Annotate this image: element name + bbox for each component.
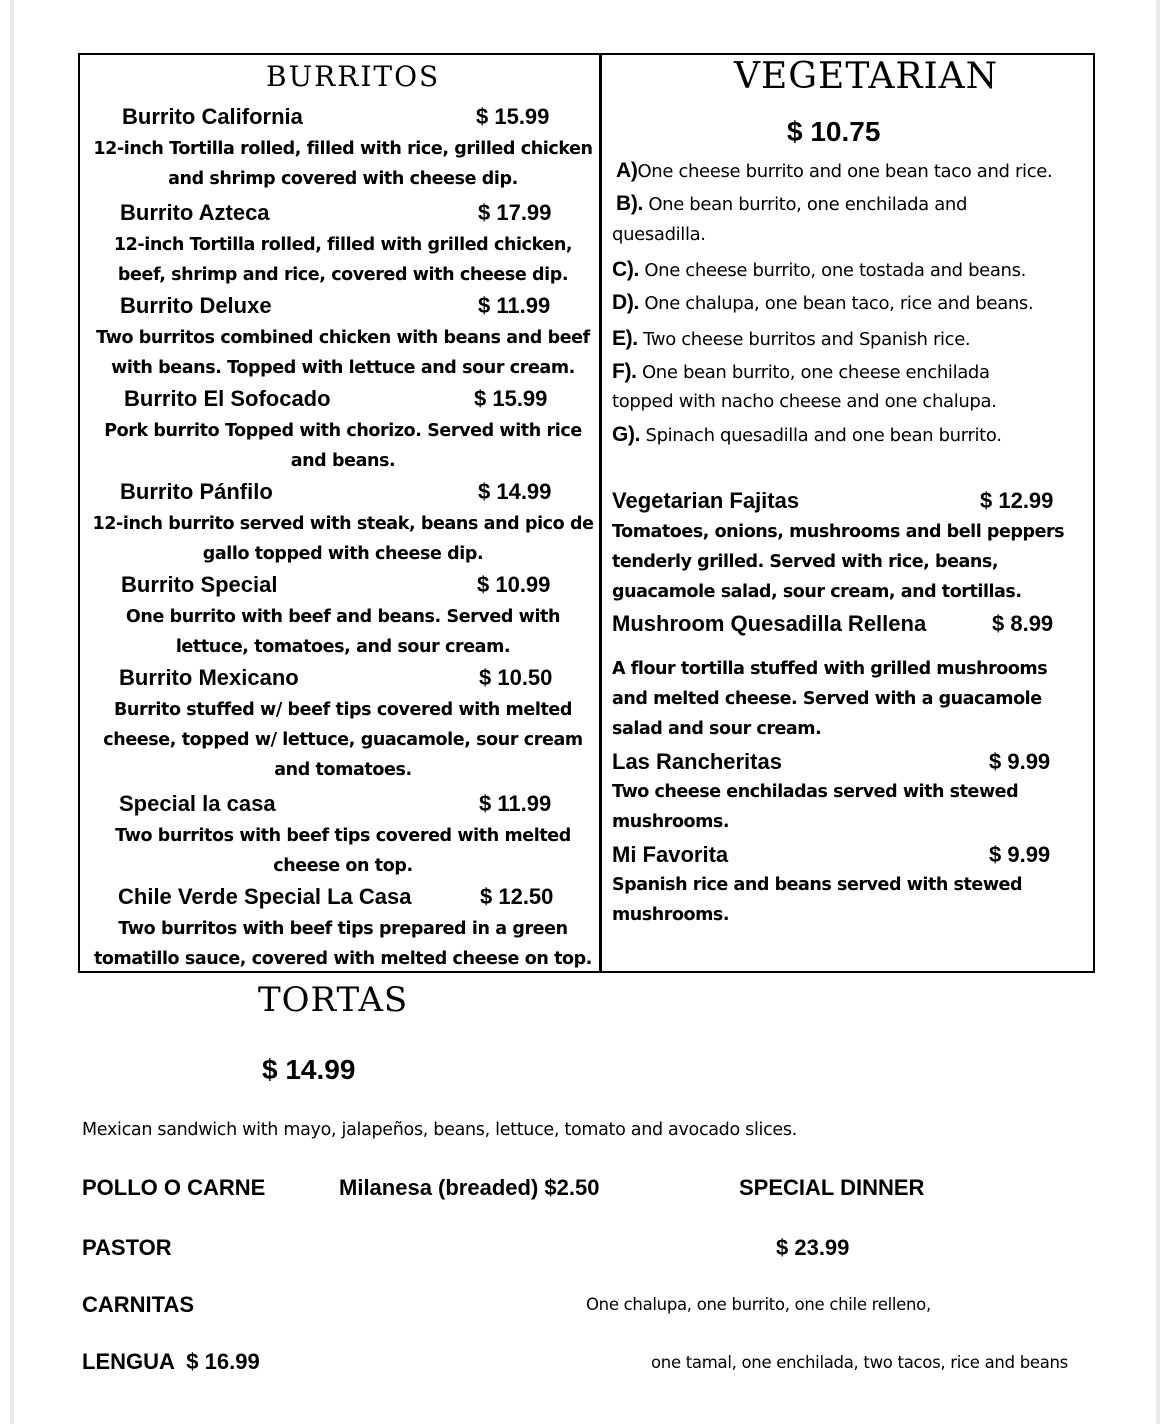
item-name: Burrito Mexicano	[119, 665, 299, 690]
item-name: Mi Favorita	[612, 842, 729, 867]
item-description: 12-inch Tortilla rolled, filled with grilled chicken, beef, shrimp and rice, covered with cheese dip.	[113, 235, 573, 285]
option-letter: A)	[616, 159, 638, 182]
item-price: $ 17.99	[478, 200, 552, 225]
item-description: Tomatoes, onions, mushrooms and bell peppers tenderly grilled. Served with rice, beans, guacamole salad, sour cream, and tortillas.	[612, 522, 1065, 602]
vegetarian-option-d	[612, 288, 1033, 319]
vegetarian-option-f	[612, 357, 990, 388]
option-letter: C).	[612, 258, 639, 281]
item-price: $ 10.99	[477, 572, 551, 597]
torta-filling: LENGUA $ 16.99	[82, 1349, 260, 1374]
option-text: Spinach quesadilla and one bean burrito.	[645, 425, 1002, 446]
item-name: Special la casa	[119, 791, 276, 816]
item-name: Burrito El Sofocado	[124, 386, 331, 411]
item-name: Las Rancheritas	[612, 749, 782, 774]
item-description: Two cheese enchiladas served with stewed mushrooms.	[612, 782, 1019, 832]
item-price: $ 8.99	[992, 611, 1054, 636]
torta-filling: POLLO O CARNE	[82, 1175, 266, 1200]
option-letter: G).	[612, 423, 641, 446]
item-description: Spanish rice and beans served with stewed mushrooms.	[612, 875, 1023, 925]
item-price: $ 12.50	[480, 884, 554, 909]
option-letter: E).	[612, 327, 638, 350]
item-name: Burrito Deluxe	[120, 293, 272, 318]
special-dinner-desc-line1: One chalupa, one burrito, one chile relleno,	[586, 1295, 931, 1314]
option-text: One cheese burrito and one bean taco and rice.	[637, 161, 1053, 182]
item-price: $ 9.99	[989, 842, 1051, 867]
item-name: Burrito Azteca	[120, 200, 270, 225]
item-name: Burrito Special	[121, 572, 278, 597]
item-description: 12-inch Tortilla rolled, filled with rice, grilled chicken and shrimp covered with cheese dip.	[93, 139, 593, 189]
option-letter: B).	[616, 192, 643, 215]
tortas-price: $ 14.99	[262, 1054, 356, 1085]
special-dinner-desc-line2: one tamal, one enchilada, two tacos, rice and beans	[651, 1353, 1068, 1372]
option-continuation: topped with nacho cheese and one chalupa.	[612, 391, 997, 412]
vegetarian-option-g	[612, 420, 1002, 451]
item-price: $ 15.99	[476, 104, 550, 129]
item-name: Burrito California	[122, 104, 303, 129]
special-dinner-price: $ 23.99	[776, 1235, 850, 1260]
option-text: One chalupa, one bean taco, rice and beans.	[644, 293, 1034, 314]
page-edge-left	[10, 0, 14, 1424]
vegetarian-option-c	[612, 255, 1026, 286]
special-dinner-title: SPECIAL DINNER	[739, 1175, 925, 1200]
vegetarian-option-b	[616, 189, 967, 220]
item-description: Two burritos with beef tips prepared in a green tomatillo sauce, covered with melted cheese on top.	[93, 919, 593, 969]
item-price: $ 10.50	[479, 665, 553, 690]
item-description: A flour tortilla stuffed with grilled mushrooms and melted cheese. Served with a guacamole salad and sour cream.	[612, 659, 1048, 739]
item-price: $ 14.99	[478, 479, 552, 504]
vegetarian-option-e	[612, 324, 970, 355]
page-edge-right	[1156, 0, 1160, 1424]
item-name: Chile Verde Special La Casa	[118, 884, 412, 909]
item-price: $ 12.99	[980, 488, 1054, 513]
burritos-title: BURRITOS	[266, 60, 441, 93]
torta-filling: CARNITAS	[82, 1292, 195, 1317]
vegetarian-combo-price: $ 10.75	[787, 116, 881, 147]
item-description: Burrito stuffed w/ beef tips covered with melted cheese, topped w/ lettuce, guacamole, sour cream and tomatoes.	[103, 700, 583, 780]
item-price: $ 11.99	[479, 791, 552, 816]
option-text: One cheese burrito, one tostada and beans.	[644, 260, 1027, 281]
item-description: Two burritos with beef tips covered with melted cheese on top.	[115, 826, 571, 876]
option-text: One bean burrito, one enchilada and	[648, 194, 968, 215]
option-letter: D).	[612, 291, 639, 314]
item-name: Vegetarian Fajitas	[612, 488, 800, 513]
tortas-description: Mexican sandwich with mayo, jalapeños, beans, lettuce, tomato and avocado slices.	[82, 1120, 797, 1140]
tortas-title: TORTAS	[258, 980, 409, 1020]
column-divider	[599, 53, 602, 973]
item-price: $ 11.99	[478, 293, 551, 318]
item-description: One burrito with beef and beans. Served with lettuce, tomatoes, and sour cream.	[125, 607, 561, 657]
item-name: Mushroom Quesadilla Rellena	[612, 611, 927, 636]
milanesa-option: Milanesa (breaded) $2.50	[339, 1175, 600, 1200]
item-price: $ 15.99	[474, 386, 548, 411]
vegetarian-option-a	[616, 156, 1052, 187]
vegetarian-title: VEGETARIAN	[734, 56, 999, 97]
item-description: 12-inch burrito served with steak, beans and pico de gallo topped with cheese dip.	[92, 514, 594, 564]
item-description: Two burritos combined chicken with beans and beef with beans. Topped with lettuce and sour cream.	[96, 328, 590, 378]
torta-filling: PASTOR	[82, 1235, 172, 1260]
option-letter: F).	[612, 360, 637, 383]
option-text: Two cheese burritos and Spanish rice.	[643, 329, 971, 350]
option-text: One bean burrito, one cheese enchilada	[641, 362, 990, 383]
option-continuation: quesadilla.	[612, 224, 706, 245]
item-description: Pork burrito Topped with chorizo. Served with rice and beans.	[104, 421, 582, 471]
item-name: Burrito Pánfilo	[120, 479, 273, 504]
item-price: $ 9.99	[989, 749, 1051, 774]
